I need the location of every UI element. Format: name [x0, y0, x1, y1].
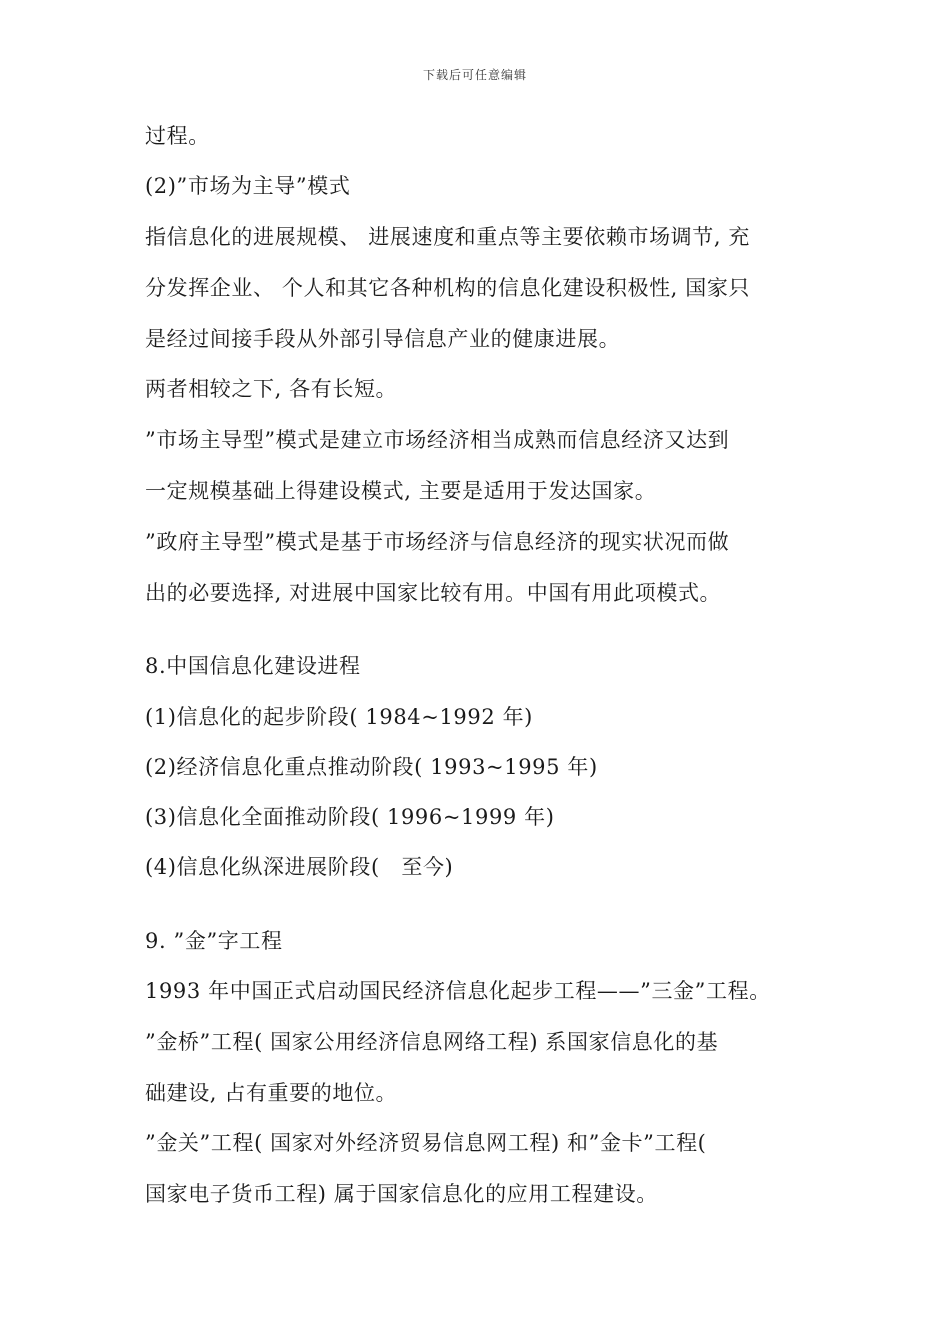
text-line: 出的必要选择, 对进展中国家比较有用。中国有用此项模式。 [145, 581, 722, 605]
page-header: 下载后可任意编辑 [422, 68, 527, 82]
text-line: 分发挥企业、 个人和其它各种机构的信息化建设积极性, 国家只 [145, 276, 751, 300]
text-line: 国家电子货币工程) 属于国家信息化的应用工程建设。 [145, 1182, 658, 1206]
text-line: ”政府主导型”模式是基于市场经济与信息经济的现实状况而做 [145, 530, 730, 554]
text-line: 是经过间接手段从外部引导信息产业的健康进展。 [145, 327, 621, 351]
text-line: ”金关”工程( 国家对外经济贸易信息网工程) 和”金卡”工程( [145, 1131, 707, 1155]
text-line: 1993 年中国正式启动国民经济信息化起步工程——”三金”工程。 [145, 979, 771, 1003]
text-line: ”金桥”工程( 国家公用经济信息网络工程) 系国家信息化的基 [145, 1030, 719, 1054]
text-line: 一定规模基础上得建设模式, 主要是适用于发达国家。 [145, 479, 657, 503]
section-heading: 9. ”金”字工程 [145, 929, 283, 953]
list-item: (1)信息化的起步阶段( 1984~1992 年) [145, 705, 533, 729]
list-item: (2)经济信息化重点推动阶段( 1993~1995 年) [145, 755, 598, 779]
text-line: 两者相较之下, 各有长短。 [145, 377, 398, 401]
text-line: (2)”市场为主导”模式 [145, 174, 351, 198]
text-line: 础建设, 占有重要的地位。 [145, 1081, 398, 1105]
list-item: (4)信息化纵深进展阶段( 至今) [145, 855, 454, 879]
text-line: ”市场主导型”模式是建立市场经济相当成熟而信息经济又达到 [145, 428, 730, 452]
text-line: 过程。 [145, 124, 210, 148]
list-item: (3)信息化全面推动阶段( 1996~1999 年) [145, 805, 555, 829]
text-line: 指信息化的进展规模、 进展速度和重点等主要依赖市场调节, 充 [145, 225, 751, 249]
section-heading: 8.中国信息化建设进程 [145, 654, 361, 678]
